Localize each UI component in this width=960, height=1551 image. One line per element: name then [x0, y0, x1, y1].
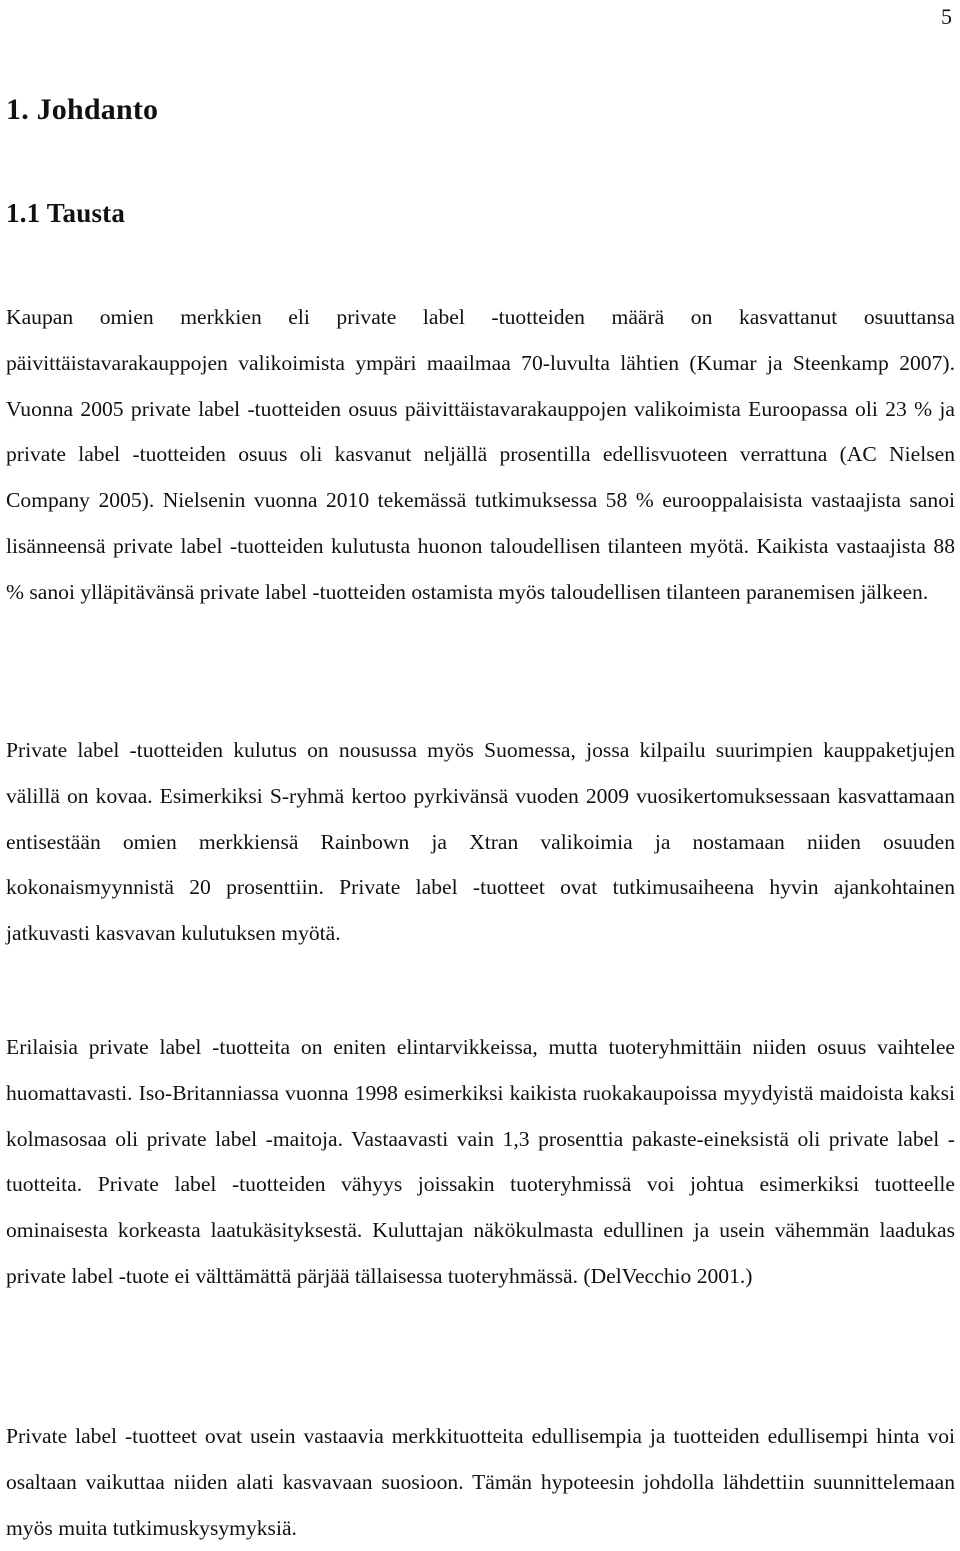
page-number: 5 [941, 4, 952, 29]
chapter-heading: 1. Johdanto [6, 93, 159, 126]
paragraph-3: Erilaisia private label -tuotteita on eniten elintarvikkeissa, mutta tuoteryhmittäin niiden osuus vaihtelee huomattavasti. Iso-Britanniassa vuonna 1998 esimerkiksi kaikista ruokakaupoissa myydyistä maidoista kaksi kolmasosaa oli private label -maitoja. Vastaavasti vain 1,3 prosenttia pakaste-eineksistä oli private label -tuotteita. Private label -tuotteiden vähyys joissakin tuoteryhmissä voi johtua esimerkiksi tuotteelle ominaisesta korkeasta laatukäsityksestä. Kuluttajan näkökulmasta edullinen ja usein vähemmän laadukas private label -tuote ei välttämättä pärjää tällaisessa tuoteryhmässä. (DelVecchio 2001.) [6, 1035, 955, 1288]
section-heading: 1.1 Tausta [6, 198, 126, 228]
paragraph-1: Kaupan omien merkkien eli private label -tuotteiden määrä on kasvattanut osuuttansa päivittäistavarakauppojen valikoimista ympäri maailmaa 70-luvulta lähtien (Kumar ja Steenkamp 2007). Vuonna 2005 private label -tuotteiden osuus päivittäistavarakauppojen valikoimista Euroopassa oli 23 % ja private label -tuotteiden osuus oli kasvanut neljällä prosentilla edellisvuoteen verrattuna (AC Nielsen Company 2005). Nielsenin vuonna 2010 tekemässä tutkimuksessa 58 % eurooppalaisista vastaajista sanoi lisänneensä private label -tuotteiden kulutusta huonon taloudellisen tilanteen myötä. Kaikista vastaajista 88 % sanoi ylläpitävänsä private label -tuotteiden ostamista myös taloudellisen tilanteen paranemisen jälkeen. [6, 305, 955, 604]
paragraph-4: Private label -tuotteet ovat usein vastaavia merkkituotteita edullisempia ja tuotteiden edullisempi hinta voi osaltaan vaikuttaa niiden alati kasvavaan suosioon. Tämän hypoteesin johdolla lähdettiin suunnittelemaan myös muita tutkimuskysymyksiä. [6, 1424, 955, 1540]
paragraph-2: Private label -tuotteiden kulutus on nousussa myös Suomessa, jossa kilpailu suurimpien kauppaketjujen välillä on kovaa. Esimerkiksi S-ryhmä kertoo pyrkivänsä vuoden 2009 vuosikertomuksessaan kasvattamaan entisestään omien merkkiensä Rainbown ja Xtran valikoimia ja nostamaan niiden osuuden kokonaismyynnistä 20 prosenttiin. Private label -tuotteet ovat tutkimusaiheena hyvin ajankohtainen jatkuvasti kasvavan kulutuksen myötä. [6, 738, 955, 946]
